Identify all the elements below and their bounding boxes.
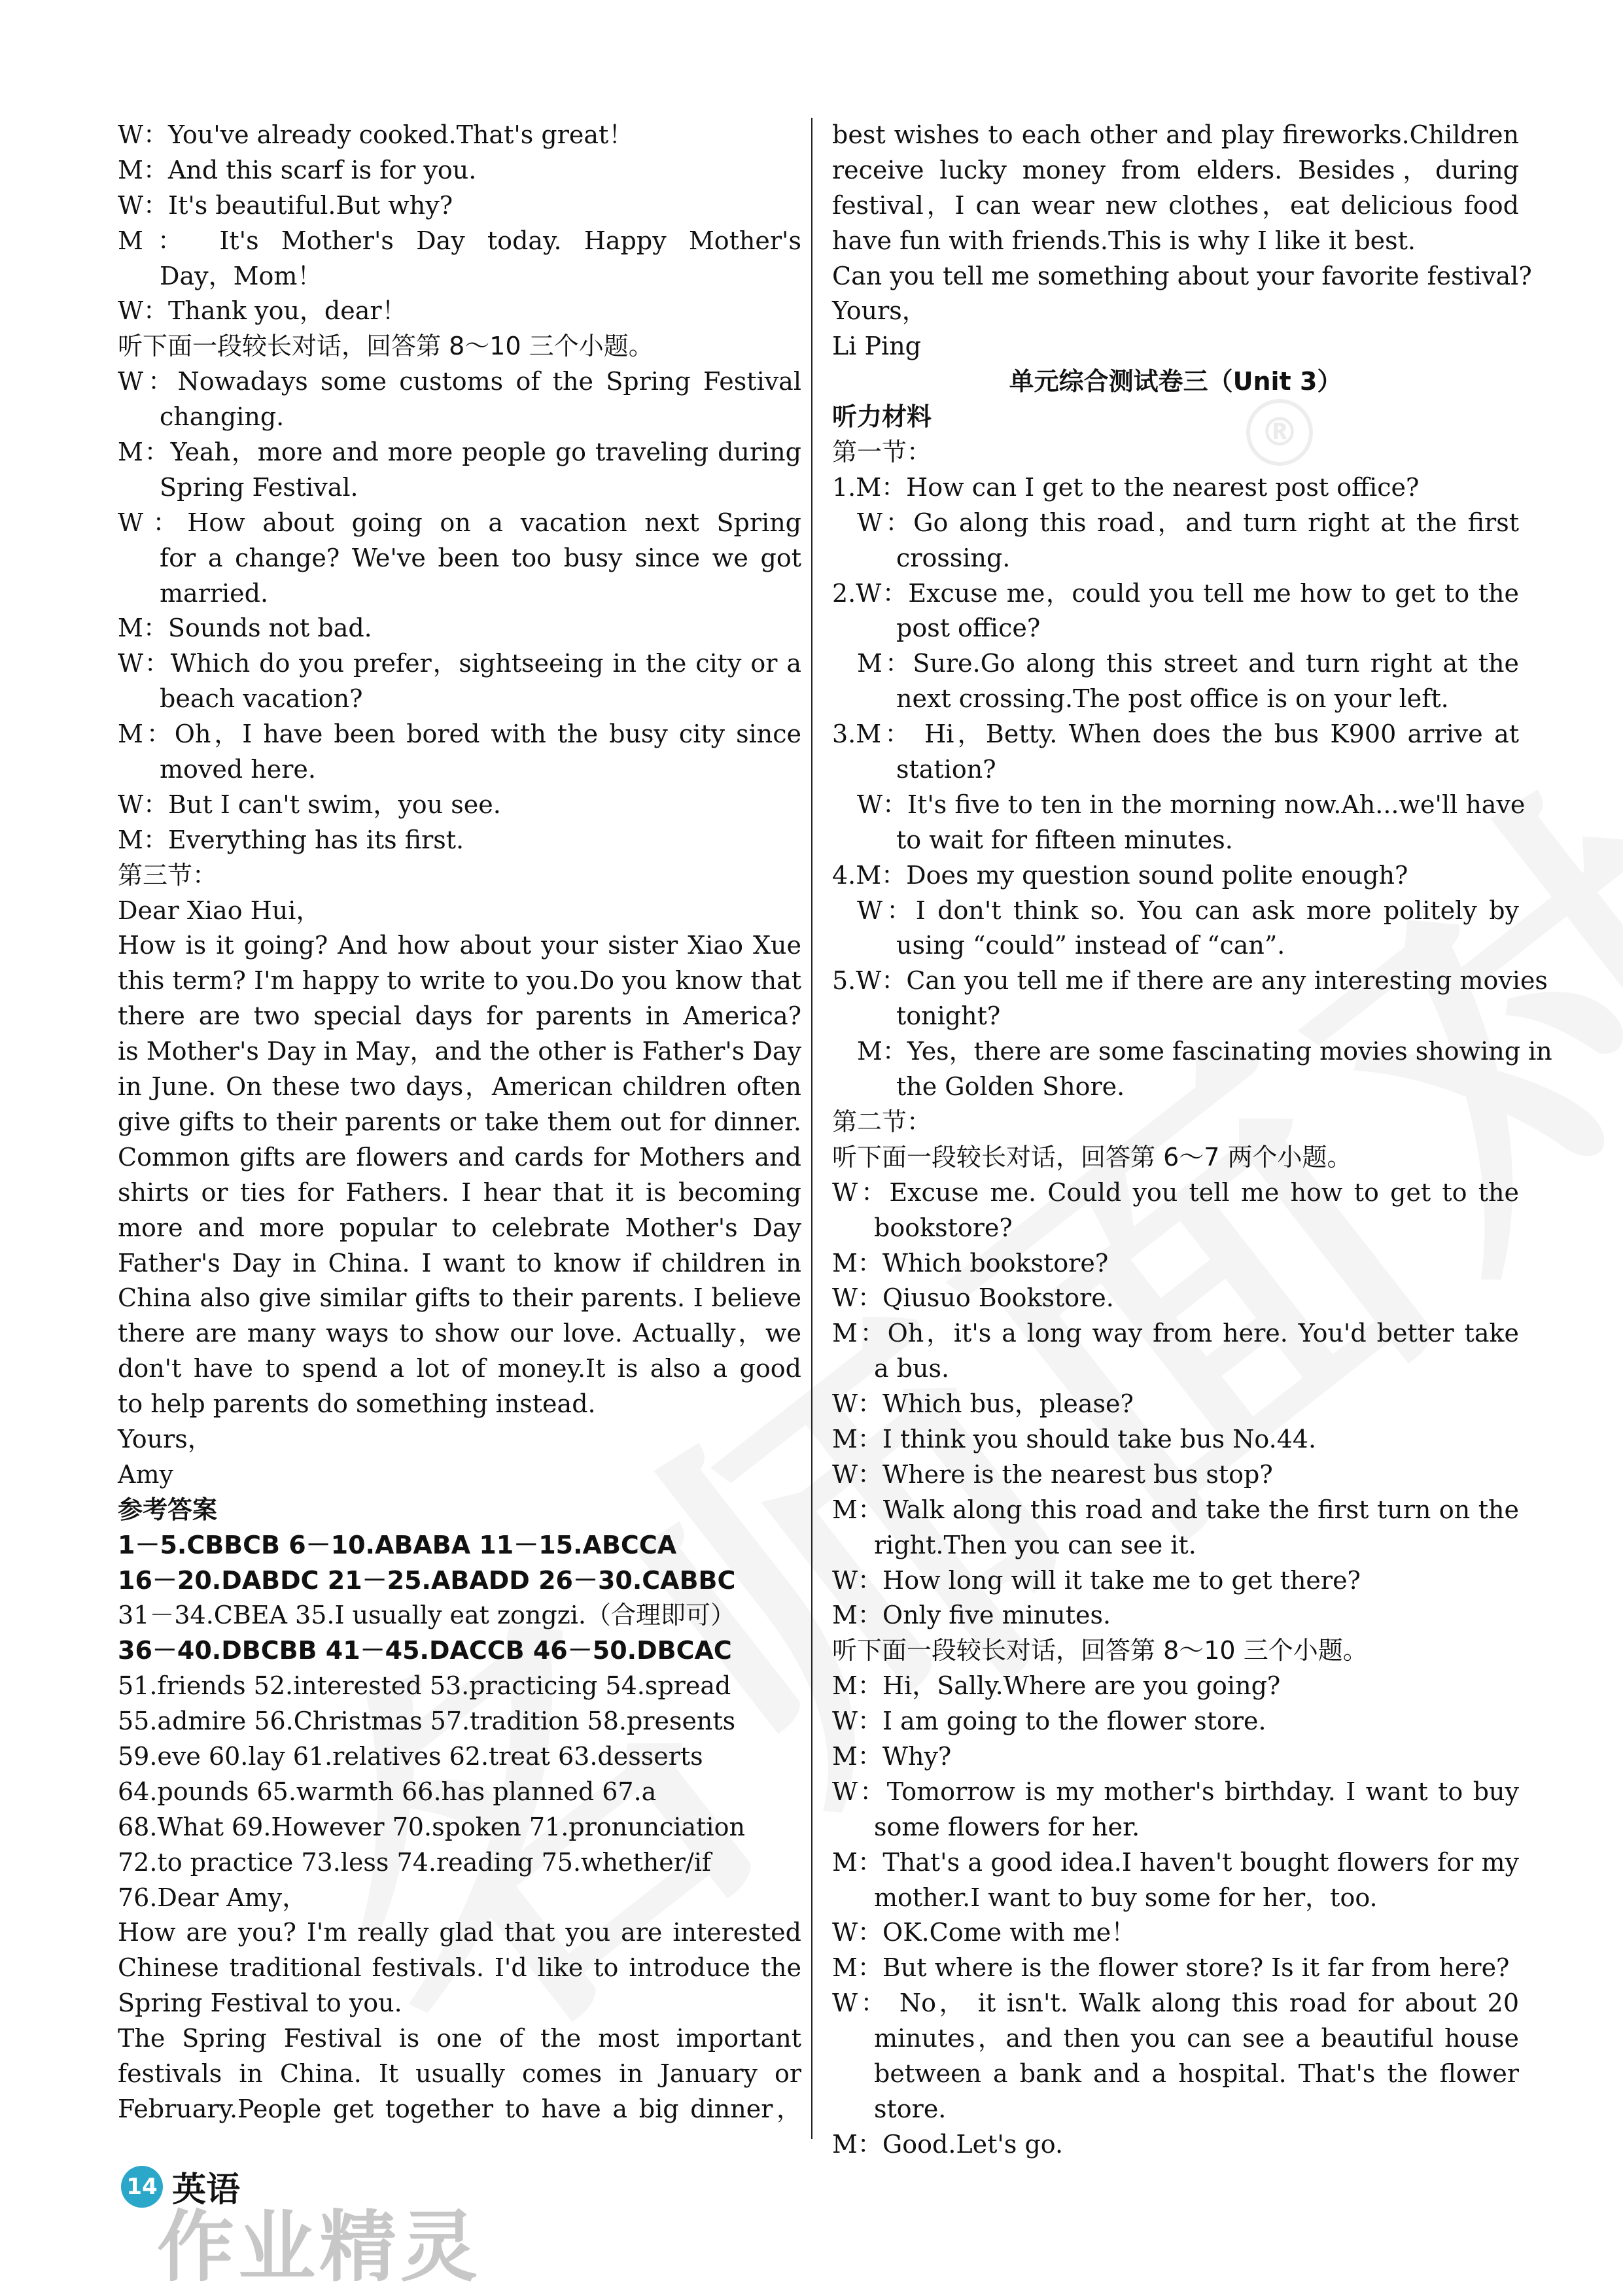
dialog-line: M：Yeah，more and more people go traveling during (118, 438, 801, 467)
dialog-line: station? (896, 755, 996, 784)
dialog-line: Day，Mom！ (160, 261, 323, 290)
dialog-line: for a change? We've been too busy since we got (160, 543, 801, 572)
essay-line: Yours， (832, 296, 927, 326)
dialog-line: M：But where is the flower store? Is it far from here? (832, 1953, 1510, 1983)
instruction: 听下面一段较长对话，回答第 8～10 三个小题。 (118, 332, 654, 361)
dialog-line: W： No， it isn't. Walk along this road for about 20 (832, 1989, 1519, 2018)
answer-line: 51.friends 52.interested 53.practicing 54.spread (118, 1671, 731, 1701)
dialog-line: M：Which bookstore? (832, 1248, 1109, 1278)
section-label: 第三节： (118, 860, 218, 890)
dialog-line: bookstore? (874, 1213, 1013, 1242)
answer-line: 68.What 69.However 70.spoken 71.pronunciation (118, 1812, 745, 1841)
instruction: 听下面一段较长对话，回答第 6～7 两个小题。 (832, 1142, 1352, 1172)
dialog-line: 2.W：Excuse me，could you tell me how to get to the (832, 578, 1519, 608)
dialog-line: Spring Festival. (160, 472, 358, 502)
section-label: 第一节： (832, 438, 932, 467)
subject-label: 英语 (172, 2170, 241, 2210)
dialog-line: M：Walk along this road and take the first turn on the (832, 1495, 1519, 1524)
dialog-line: the Golden Shore. (896, 1072, 1125, 1102)
dialog-line: crossing. (896, 543, 1011, 572)
answers-heading: 参考答案 (118, 1495, 218, 1524)
letter-line: Father's Day in China. I want to know if children in (118, 1248, 801, 1278)
answer-line: 72.to practice 73.less 74.reading 75.whether/if (118, 1847, 711, 1877)
dialog-line: W：Which bus，please? (832, 1389, 1134, 1419)
dialog-line: M：Only five minutes. (832, 1601, 1111, 1630)
dialog-line: W：Thank you，dear！ (118, 296, 407, 326)
left-column (118, 118, 801, 2127)
letter-line: there are many ways to show our love. Actually，we (118, 1319, 801, 1348)
letter-line: don't have to spend a lot of money.It is also a good (118, 1354, 801, 1383)
dialog-line: changing. (160, 402, 285, 432)
dialog-line: to wait for fifteen minutes. (896, 825, 1233, 854)
answer-line: 59.eve 60.lay 61.relatives 62.treat 63.desserts (118, 1741, 703, 1771)
dialog-line: W：Tomorrow is my mother's birthday. I want to buy (832, 1777, 1519, 1806)
answer-line: 16－20.DABDC 21－25.ABADD 26－30.CABBC (118, 1565, 736, 1595)
essay-line: Chinese traditional festivals. I'd like to introduce the (118, 1953, 801, 1983)
dialog-line: using “could” instead of “can”. (896, 931, 1285, 960)
letter-line: in June. On these two days，American children often (118, 1072, 801, 1102)
dialog-line: beach vacation? (160, 684, 363, 714)
dialog-line: M：Good.Let's go. (832, 2129, 1064, 2159)
dialog-line: W：Which do you prefer，sightseeing in the city or a (118, 649, 801, 678)
answer-line: 31－34.CBEA 35.I usually eat zongzi.（合理即可） (118, 1601, 735, 1630)
letter-line: more and more popular to celebrate Mother's Day (118, 1213, 801, 1242)
letter-line: Yours， (118, 1424, 213, 1453)
right-column (832, 118, 1552, 2163)
dialog-line: W：It's five to ten in the morning now.Ah...we'll have (857, 790, 1526, 819)
dialog-line: M：Sounds not bad. (118, 614, 372, 643)
dialog-line: a bus. (874, 1354, 950, 1383)
dialog-line: M：Yes，there are some fascinating movies showing in (857, 1037, 1552, 1066)
dialog-line: M：Sure.Go along this street and turn right at the (857, 649, 1519, 678)
essay-line: festivals in China. It usually comes in January or (118, 2059, 801, 2088)
letter-line: is Mother's Day in May，and the other is Father's Day (118, 1037, 801, 1066)
dialog-line: moved here. (160, 755, 316, 784)
letter-line: Amy (118, 1459, 173, 1489)
dialog-line: mother.I want to buy some for her，too. (874, 1883, 1378, 1912)
essay-line: How are you? I'm really glad that you are interested (118, 1918, 801, 1947)
brand-watermark: 作业精灵 (157, 2202, 482, 2292)
registered-mark: ® (1246, 399, 1313, 466)
dialog-line: W：But I can't swim，you see. (118, 790, 501, 819)
answer-line: 64.pounds 65.warmth 66.has planned 67.a (118, 1777, 657, 1806)
letter-line: give gifts to their parents or take them out for dinner. (118, 1107, 801, 1136)
dialog-line: right.Then you can see it. (874, 1530, 1196, 1559)
letter-line: shirts or ties for Fathers. I hear that it is becoming (118, 1177, 801, 1207)
dialog-line: tonight? (896, 1001, 1001, 1031)
letter-line: Common gifts are flowers and cards for Mothers and (118, 1142, 801, 1172)
essay-line: receive lucky money from elders. Besides，during (832, 155, 1519, 184)
dialog-line: M：Oh，I have been bored with the busy city since (118, 720, 801, 749)
answer-line: 36－40.DBCBB 41－45.DACCB 46－50.DBCAC (118, 1636, 732, 1665)
dialog-line: W：I am going to the flower store. (832, 1707, 1266, 1736)
dialog-line: W：Excuse me. Could you tell me how to get to the (832, 1177, 1519, 1207)
dialog-line: 1.M：How can I get to the nearest post office? (832, 472, 1420, 502)
dialog-line: W：You've already cooked.That's great！ (118, 120, 634, 149)
letter-line: China also give similar gifts to their parents. I believe (118, 1283, 801, 1313)
letter-line: to help parents do something instead. (118, 1389, 596, 1419)
dialog-line: between a bank and a hospital. That's the flower (874, 2059, 1519, 2088)
dialog-line: M：Hi，Sally.Where are you going? (832, 1671, 1281, 1701)
page-number: 14 (121, 2166, 163, 2208)
dialog-line: minutes，and then you can see a beautiful house (874, 2024, 1519, 2053)
essay-line: Spring Festival to you. (118, 1989, 402, 2018)
dialog-line: M：I think you should take bus No.44. (832, 1424, 1317, 1453)
dialog-line: some flowers for her. (874, 1812, 1140, 1841)
essay-line: Can you tell me something about your favorite festival? (832, 261, 1532, 290)
essay-line: February.People get together to have a big dinner， (118, 2094, 801, 2123)
dialog-line: W：How about going on a vacation next Spring (118, 508, 801, 537)
letter-line: there are two special days for parents in America? (118, 1001, 801, 1031)
dialog-line: M：Everything has its first. (118, 825, 464, 854)
letter-line: Dear Xiao Hui， (118, 896, 321, 925)
dialog-line: W：Where is the nearest bus stop? (832, 1459, 1273, 1489)
essay-line: festival，I can wear new clothes，eat delicious food (832, 190, 1519, 220)
dialog-line: post office? (896, 614, 1041, 643)
dialog-line: W：Qiusuo Bookstore. (832, 1283, 1114, 1313)
dialog-line: W：I don't think so. You can ask more politely by (857, 896, 1519, 925)
dialog-line: W：Nowadays some customs of the Spring Festival (118, 367, 801, 396)
letter-line: this term? I'm happy to write to you.Do you know that (118, 966, 801, 996)
dialog-line: next crossing.The post office is on your left. (896, 684, 1449, 714)
dialog-line: W：How long will it take me to get there? (832, 1565, 1361, 1595)
dialog-line: M：Oh，it's a long way from here. You'd better take (832, 1319, 1519, 1348)
dialog-line: 3.M： Hi，Betty. When does the bus K900 arrive at (832, 720, 1519, 749)
dialog-line: M：That's a good idea.I haven't bought flowers for my (832, 1847, 1519, 1877)
dialog-line: M：And this scarf is for you. (118, 155, 477, 184)
dialog-line: W：Go along this road，and turn right at the first (857, 508, 1519, 537)
dialog-line: M：Why? (832, 1741, 952, 1771)
column-divider (811, 118, 812, 2139)
essay-line: best wishes to each other and play fireworks.Children (832, 120, 1519, 149)
dialog-line: W：It's beautiful.But why? (118, 190, 453, 220)
unit-title: 单元综合测试卷三（Unit 3） (1009, 367, 1342, 396)
section-label: 第二节： (832, 1107, 932, 1136)
dialog-line: M： It's Mother's Day today. Happy Mother's (118, 226, 801, 255)
dialog-line: store. (874, 2094, 947, 2123)
dialog-line: 4.M：Does my question sound polite enough? (832, 860, 1408, 890)
essay-line: Li Ping (832, 332, 921, 361)
answer-line: 1－5.CBBCB 6－10.ABABA 11－15.ABCCA (118, 1530, 677, 1559)
dialog-line: married. (160, 578, 269, 608)
dialog-line: 5.W：Can you tell me if there are any interesting movies (832, 966, 1548, 996)
essay-line: The Spring Festival is one of the most important (118, 2024, 801, 2053)
letter-line: How is it going? And how about your sister Xiao Xue (118, 931, 801, 960)
essay-line: have fun with friends.This is why I like it best. (832, 226, 1416, 255)
dialog-line: W：OK.Come with me！ (832, 1918, 1136, 1947)
instruction: 听下面一段较长对话，回答第 8～10 三个小题。 (832, 1636, 1368, 1665)
answer-line: 76.Dear Amy， (118, 1883, 307, 1912)
listening-heading: 听力材料 (832, 402, 932, 432)
answer-line: 55.admire 56.Christmas 57.tradition 58.presents (118, 1707, 736, 1736)
